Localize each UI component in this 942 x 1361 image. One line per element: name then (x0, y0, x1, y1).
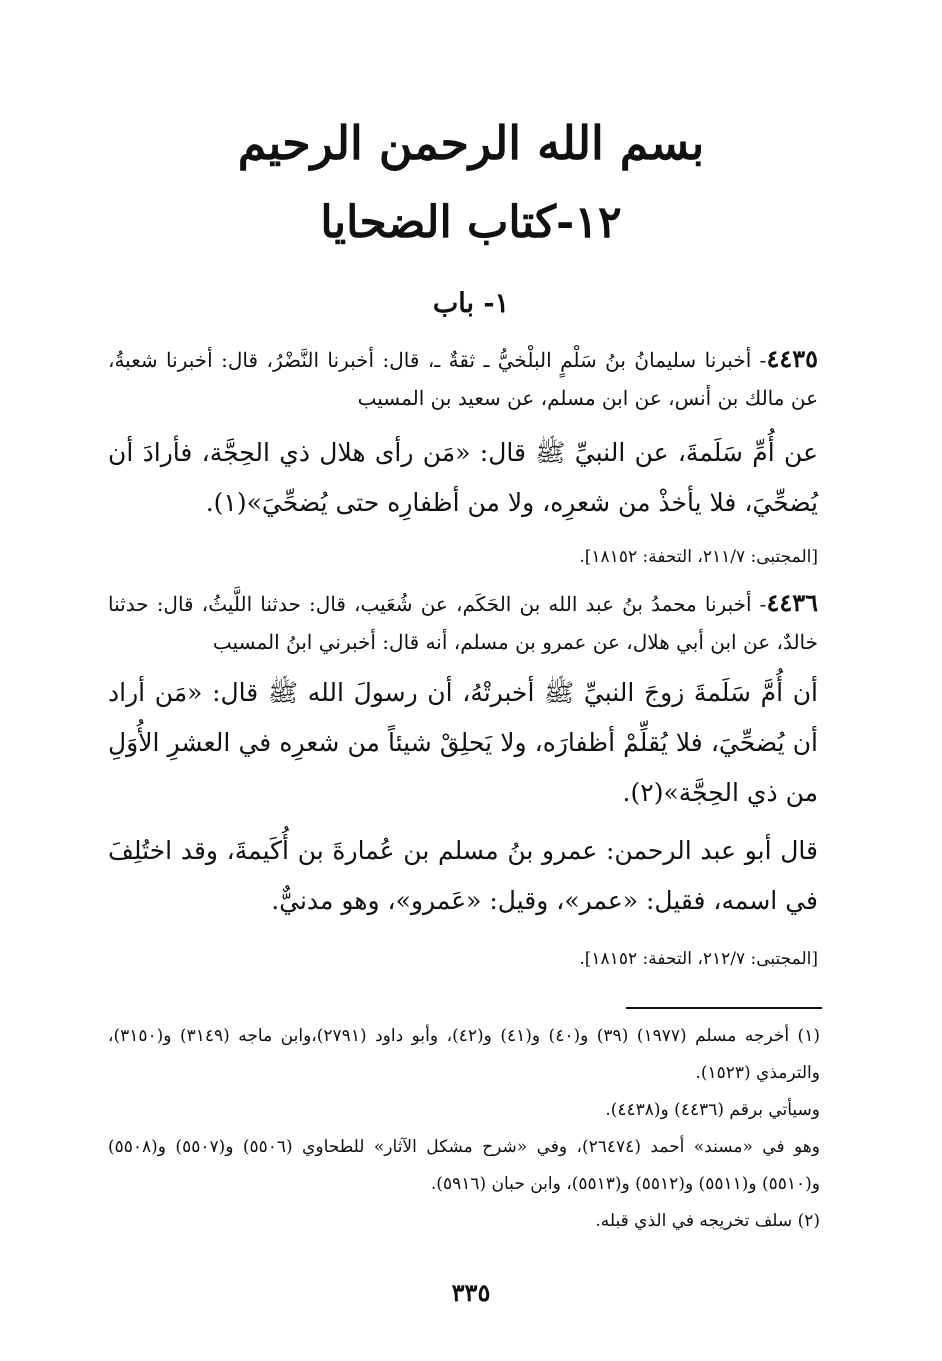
footnote: (١) أخرجه مسلم (١٩٧٧) (٣٩) و(٤٠) و(٤١) و(٤٢)، وأبو داود (٢٧٩١)،وابن ماجه (٣١٤٩) و(٣١٥٠)، والترمذي (١٥٢٣). (108, 1026, 820, 1083)
hadith-4436-commentary: قال أبو عبد الرحمن: عمرو بنُ مسلم بن عُمارةَ بن أُكَيمةَ، وقد اختُلِفَ في اسمه، فقيل: «عمر»، وقيل: «عَمرو»، وهو مدنيٌّ. (108, 836, 818, 915)
footnote: (٢) سلف تخريجه في الذي قبله. (595, 1211, 820, 1231)
footnote-separator (626, 1007, 822, 1009)
basmala-heading: بسم الله الرحمن الرحيم (237, 116, 705, 170)
hadith-4436-isnad (108, 584, 818, 661)
footnotes (108, 1018, 820, 1240)
book-title: ١٢-كتاب الضحايا (320, 197, 622, 248)
isnad-text: - أخبرنا محمدُ بنُ عبد الله بن الحَكَم، عن شُعَيب، قال: حدثنا اللَّيثُ، قال: حدثنا خالدٌ، عن ابن أبي هلال، عن عمرو بن مسلم، أنه قال: أخبرني ابنُ المسيب (108, 592, 818, 654)
footnote: وسيأتي برقم (٤٤٣٦) و(٤٤٣٨). (605, 1100, 820, 1120)
isnad-text: - أخبرنا سليمانُ بنُ سَلْمٍ البلْخيُّ ـ ثقةٌ ـ، قال: أخبرنا النَّضْرُ، قال: أخبرنا شعبةُ، عن مالك بن أنس، عن ابن مسلم، عن سعيد بن المسيب (108, 348, 818, 410)
chapter-heading: ١- باب (432, 288, 510, 319)
hadith-4436-reference: [المجتبى: ٢١٢/٧، التحفة: ١٨١٥٢]. (579, 949, 818, 969)
hadith-number: ٤٤٣٦ (766, 588, 818, 617)
hadith-4435-reference: [المجتبى: ٢١١/٧، التحفة: ١٨١٥٢]. (579, 547, 818, 567)
hadith-4435-isnad (108, 340, 818, 417)
hadith-4436-matn: أن أُمَّ سَلَمةَ زوجَ النبيِّ ﷺ أخبرتْهُ، أن رسولَ الله ﷺ قال: «مَن أراد أن يُضحِّيَ، فلا يُقلِّمْ أظفارَه، ولا يَحلِقْ شيئاً من شعرِه في العشرِ الأُوَلِ من ذي الحِجَّة»(٢). (108, 678, 818, 807)
hadith-number: ٤٤٣٥ (766, 344, 818, 373)
hadith-4435-matn: عن أُمِّ سَلَمةَ، عن النبيِّ ﷺ قال: «مَن رأى هلال ذي الحِجَّة، فأرادَ أن يُضحِّيَ، فلا يأخذْ من شعرِه، ولا من أظفارِه حتى يُضحِّيَ»(١). (108, 438, 818, 517)
footnote: وهو في «مسند» أحمد (٢٦٤٧٤)، وفي «شرح مشكل الآثار» للطحاوي (٥٥٠٦) و(٥٥٠٧) و(٥٥٠٨) و(٥٥١٠) و(٥٥١١) و(٥٥١٢) و(٥٥١٣)، وابن حبان (٥٩١٦). (108, 1137, 820, 1194)
page-number: ٣٣٥ (451, 1278, 491, 1307)
